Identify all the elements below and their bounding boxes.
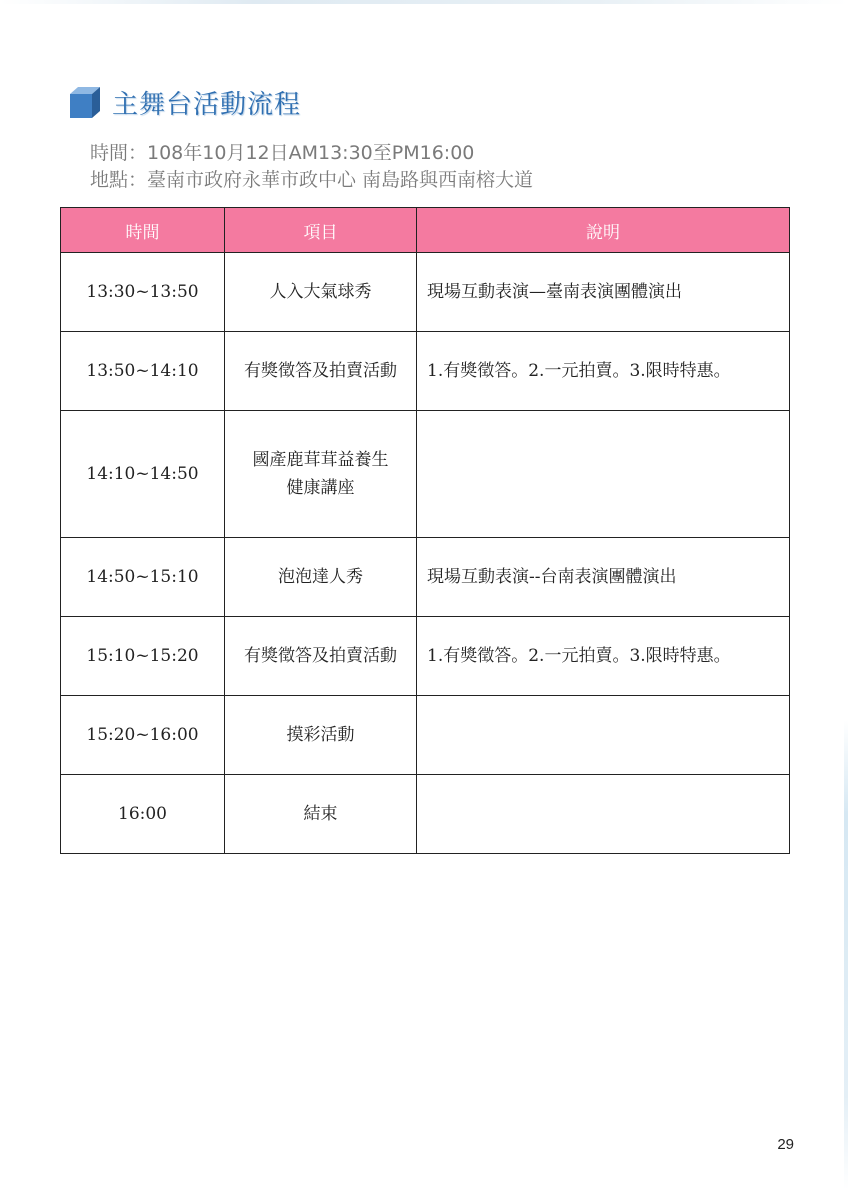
row-item: 泡泡達人秀 [225,538,417,617]
schedule-table [60,207,790,854]
row-time: 13:30~13:50 [61,253,225,332]
row-item: 摸彩活動 [225,696,417,775]
page-number: 29 [777,1136,794,1153]
row-desc [417,411,790,538]
row-time: 14:50~15:10 [61,538,225,617]
table-row [61,253,790,332]
table-header-row [61,208,790,253]
row-item: 國產鹿茸茸益養生健康講座 [225,411,417,538]
event-time: 時間：108年10月12日AM13:30至PM16:00 [90,142,475,164]
header-item: 項目 [225,208,417,253]
row-time: 15:10~15:20 [61,617,225,696]
event-location: 地點：臺南市政府永華市政中心 南島路與西南榕大道 [90,169,534,191]
table-row [61,617,790,696]
row-desc: 1.有獎徵答。2.一元拍賣。3.限時特惠。 [417,332,790,411]
row-time: 14:10~14:50 [61,411,225,538]
section-heading [66,84,301,120]
section-title: 主舞台活動流程 [112,89,302,120]
row-item: 結束 [225,775,417,854]
row-time: 15:20~16:00 [61,696,225,775]
table-row [61,775,790,854]
row-desc: 1.有獎徵答。2.一元拍賣。3.限時特惠。 [417,617,790,696]
blue-cube-icon [66,84,102,120]
header-time: 時間 [61,208,225,253]
table-row [61,696,790,775]
row-desc [417,775,790,854]
row-desc [417,696,790,775]
row-time: 16:00 [61,775,225,854]
right-decor-strip [844,720,848,1190]
row-item: 有獎徵答及拍賣活動 [225,332,417,411]
event-info [90,140,533,194]
table-row [61,332,790,411]
row-desc: 現場互動表演--台南表演團體演出 [417,538,790,617]
header-desc: 說明 [417,208,790,253]
top-decor-strip [0,0,848,4]
table-row [61,538,790,617]
row-item: 人入大氣球秀 [225,253,417,332]
row-time: 13:50~14:10 [61,332,225,411]
row-desc: 現場互動表演—臺南表演團體演出 [417,253,790,332]
table-row [61,411,790,538]
row-item: 有獎徵答及拍賣活動 [225,617,417,696]
